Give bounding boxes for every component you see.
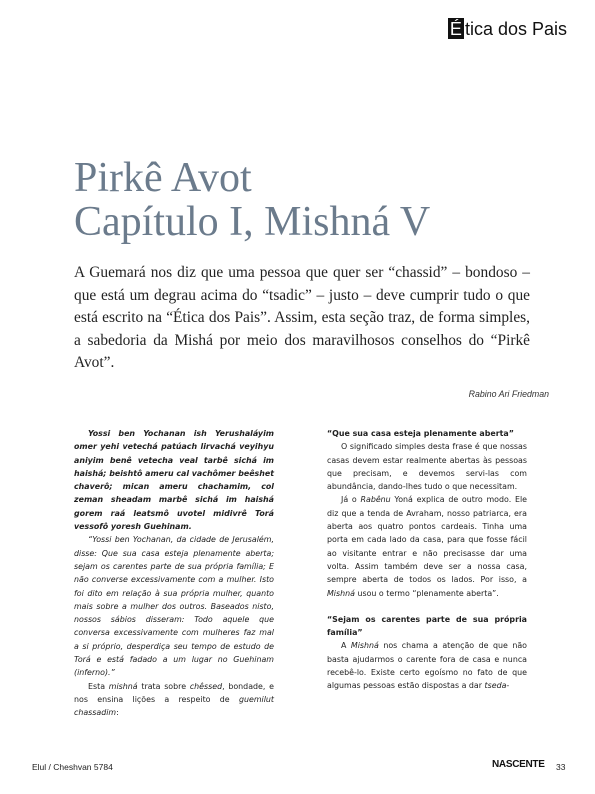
- footer-issue: Elul / Cheshvan 5784: [32, 762, 113, 772]
- nascente-logo: NASCENTE: [492, 759, 545, 770]
- left-column: [74, 427, 274, 720]
- title-line-1: Pirkê Avot: [74, 155, 252, 201]
- right-paragraph-1: O significado simples desta frase é que nossas casas devem estar realmente abertas às pessoas que precisam, e devemos servi-las com abundância, dando-lhes tudo o que necessitam.: [327, 442, 527, 492]
- title-line-2: Capítulo I, Mishná V: [74, 199, 431, 245]
- right-paragraph-2: Já o Rabênu Yoná explica de outro modo. Ele diz que a tenda de Avraham, nosso patriarca, era aberta aos quatro pontos cardeais. Tinha uma porta em cada lado da casa, para que fosse fácil ao visitante entrar e não precisasse dar uma volta. Assim também deve ser a nossa casa, sempre aberta de todos os lados. Por isso, a Mishná usou o termo “plenamente aberta”.: [327, 495, 528, 598]
- article-title: [74, 156, 544, 244]
- section-title: tica dos Pais: [464, 18, 567, 39]
- subheading-open-house: “Que sua casa esteja plenamente aberta”: [327, 429, 514, 438]
- left-paragraph: Esta mishná trata sobre chêssed, bondade, e nos ensina lições a respeito de guemilut chassadim:: [74, 681, 274, 718]
- author-byline: Rabino Ari Friedman: [468, 389, 549, 399]
- section-header: [448, 18, 567, 39]
- article-lede: A Guemará nos diz que uma pessoa que quer ser “chassid” – bondoso – que está um degrau acima do “tsadic” – justo – deve cumprir tudo o que está escrito na “Ética dos Pais”. Assim, esta seção traz, de forma simples, a sabedoria da Mishá por meio dos maravilhosos conselhos do “Pirkê Avot”.: [74, 264, 530, 371]
- hebrew-transliteration: Yossi ben Yochanan ish Yerushaláyim omer yehi vetechá patúach lirvachá veyihyu aniyim benê vetecha veal tarbê sichá im haishá; beishtô ameru cal vachômer beêshet chaverô; mican ameru chachamim, col zeman sheadam marbê sichá im haishá gorem raá leatsmô uvotel midivrê Torá vessofô yoresh Guehinam.: [74, 429, 274, 532]
- section-initial: É: [449, 19, 462, 39]
- right-paragraph-3: A Mishná nos chama a atenção de que não basta ajudarmos o carente fora de casa e nunca recebê-lo. Existe certo egoísmo no fato de que algumas pessoas estão dispostas a dar tseda-: [327, 641, 527, 691]
- right-column: [327, 427, 527, 693]
- subheading-needy-family: “Sejam os carentes parte de sua própria família”: [327, 614, 527, 638]
- translation-quote: “Yossi ben Yochanan, da cidade de Jerusalém, disse: Que sua casa esteja plenamente aberta; sejam os carentes parte de sua própria família; E não converse excessivamente com a mulher. Isto foi dito em relação à sua própria mulher, quanto mais sobre a mulher dos outros. Baseados nisto, nossos sábios disseram: Todo aquele que conversa excessivamente com mulheres faz mal a si próprio, desperdiça seu tempo de estudo de Torá e está fadado a um lugar no Guehinam (inferno).”: [74, 535, 274, 678]
- page-number: 33: [556, 762, 566, 772]
